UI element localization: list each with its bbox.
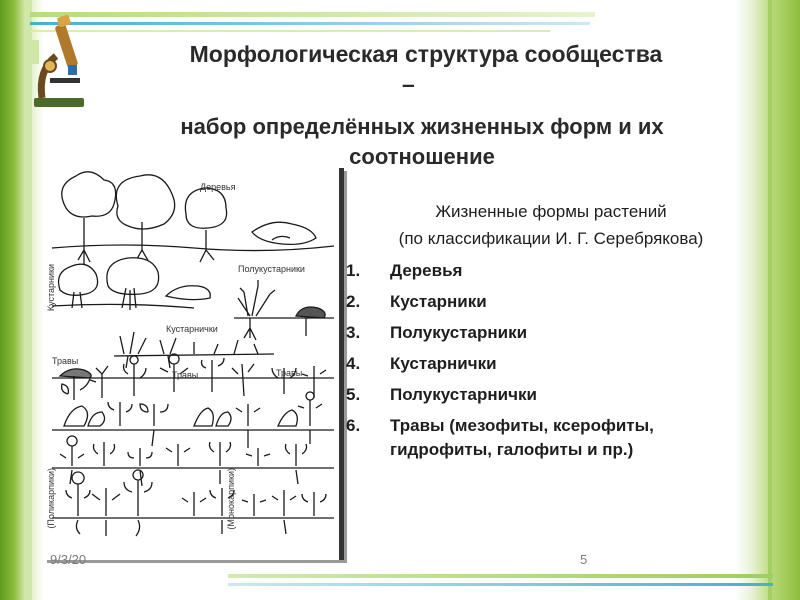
- label-monocarpic: (Монокарпики): [226, 468, 236, 530]
- microscope-icon: [28, 10, 98, 110]
- tree-4: [252, 222, 316, 244]
- slide-date: 9/3/20: [50, 552, 87, 567]
- label-trees: Деревья: [200, 182, 236, 192]
- slide-subtitle: набор определённых жизненных форм и их соотношение: [180, 114, 664, 169]
- tree-3: [185, 188, 226, 262]
- slide-number: 5: [580, 552, 588, 567]
- right-frame-line: [768, 0, 772, 600]
- herbs-row-3: [60, 436, 307, 486]
- list-item: 4. Кустарнички: [346, 354, 497, 373]
- list-item: 1. Деревья: [346, 261, 463, 280]
- life-forms-list: [346, 259, 756, 462]
- list-heading: Жизненные формы растений: [435, 202, 667, 221]
- top-decor-bar-blue: [30, 22, 590, 25]
- label-shrubs: Кустарники: [46, 264, 56, 312]
- list-item: 6. Травы (мезофиты, ксерофиты, гидрофиты, галофиты и пр.): [346, 416, 654, 459]
- list-item: 5. Полукустарнички: [346, 385, 537, 404]
- life-forms-text: [346, 198, 756, 469]
- tree-2: [116, 175, 174, 264]
- label-semi-shrubs: Полукустарники: [238, 264, 305, 274]
- shrub-1: [59, 264, 98, 308]
- list-heading-source: (по классификации И. Г. Серебрякова): [398, 229, 704, 248]
- bottom-decor-bar-blue: [228, 583, 773, 586]
- list-item: 2. Кустарники: [346, 292, 487, 311]
- semi-shrub-2: [296, 307, 325, 336]
- herbs-row-4: [66, 470, 326, 536]
- shrub-2: [107, 258, 159, 310]
- shrub-3: [166, 286, 210, 300]
- slide-title: Морфологическая структура сообщества: [189, 41, 663, 67]
- title-dash: –: [402, 71, 415, 97]
- label-herbs-left: Травы: [52, 356, 79, 366]
- top-decor-bar-thin: [30, 30, 550, 32]
- bottom-decor-bar: [228, 574, 773, 578]
- life-forms-figure: [44, 168, 344, 560]
- tree-1: [62, 172, 116, 264]
- label-dwarf-shrubs: Кустарнички: [166, 324, 218, 334]
- herbs-row-2: [64, 392, 322, 448]
- label-herbs-mid: Травы: [172, 370, 199, 380]
- top-decor-bar: [30, 12, 595, 17]
- label-herbs-right: Травы: [276, 368, 303, 378]
- semi-shrub-1: [238, 280, 275, 340]
- list-item: 3. Полукустарники: [346, 323, 528, 342]
- plant-drawings: [44, 168, 339, 560]
- label-polycarpic: (Поликарпики): [46, 468, 56, 529]
- dwarf-shrub: [120, 332, 258, 368]
